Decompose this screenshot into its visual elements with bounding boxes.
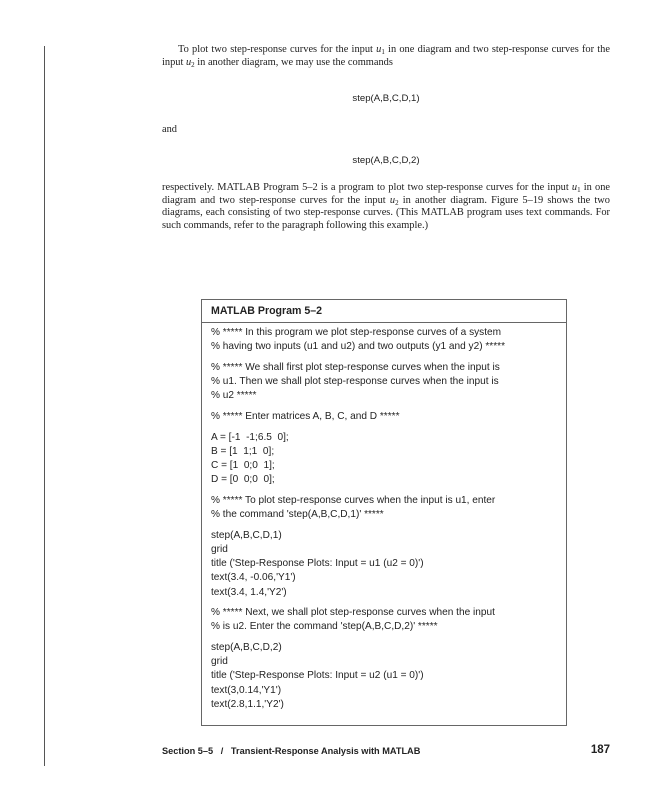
program-title: MATLAB Program 5–2 [202, 300, 566, 323]
code-line: A = [-1 -1;6.5 0]; [211, 431, 289, 443]
program-code [202, 323, 566, 712]
code-block [211, 326, 566, 354]
code-line: B = [1 1;1 0]; [211, 445, 275, 457]
page-number: 187 [590, 744, 610, 756]
code-line: % is u2. Enter the command 'step(A,B,C,D,2)' ***** [211, 621, 438, 633]
code-line: step(A,B,C,D,2) [211, 642, 282, 654]
code-line: % ***** Next, we shall plot step-response curves when the input [211, 607, 495, 619]
code-line: D = [0 0;0 0]; [211, 474, 275, 486]
code-line: text(3.4, 1.4,'Y2') [211, 586, 287, 598]
code-line: title ('Step-Response Plots: Input = u1 (u2 = 0)') [211, 558, 424, 570]
command-step-2: step(A,B,C,D,2) [352, 155, 420, 166]
description-paragraph: respectively. MATLAB Program 5–2 is a program to plot two step-response curves for the input $u_1$ in one diagram and two step-response curves for the input $u_2$ in another diagram. Figure 5–19 shows the two diagrams, each consisting of two step-response curves. (This MATLAB program uses text commands. For such commands, refer to the paragraph following this example.) [162, 182, 610, 231]
and-word: and [162, 124, 178, 135]
code-line: % ***** Enter matrices A, B, C, and D ***** [211, 410, 400, 422]
code-line: % the command 'step(A,B,C,D,1)' ***** [211, 509, 384, 521]
code-line: % having two inputs (u1 and u2) and two outputs (y1 and y2) ***** [211, 341, 506, 353]
code-line: text(3,0.14,'Y1') [211, 684, 282, 696]
code-line: C = [1 0;0 1]; [211, 460, 275, 471]
code-line: text(2.8,1.1,'Y2') [211, 698, 284, 710]
code-line: % u2 ***** [211, 390, 257, 402]
code-line: % ***** We shall first plot step-response curves when the input is [211, 361, 500, 373]
code-line: grid [211, 656, 228, 668]
footer-section-title: Section 5–5 / Transient-Response Analysis with MATLAB [162, 746, 421, 756]
code-line: % ***** To plot step-response curves when the input is u1, enter [211, 494, 496, 506]
code-line: % ***** In this program we plot step-response curves of a system [211, 327, 502, 338]
code-block [211, 410, 566, 424]
code-line: % u1. Then we shall plot step-response curves when the input is [211, 376, 499, 388]
page-footer [162, 744, 610, 760]
intro-paragraph: To plot two step-response curves for the input $u_1$ in one diagram and two step-response curves for the input $u_2$ in another diagram, we may use the commands [162, 44, 610, 69]
code-block [211, 606, 566, 634]
code-block [211, 431, 566, 488]
code-line: grid [211, 543, 228, 555]
code-block [211, 529, 566, 600]
matlab-program-box [201, 299, 567, 726]
margin-rule [44, 46, 45, 766]
code-block [211, 361, 566, 404]
code-block [211, 494, 566, 522]
code-line: step(A,B,C,D,1) [211, 529, 282, 541]
command-step-1: step(A,B,C,D,1) [352, 93, 420, 104]
code-line: title ('Step-Response Plots: Input = u2 (u1 = 0)') [211, 670, 424, 682]
code-block [211, 641, 566, 712]
code-line: text(3.4, -0.06,'Y1') [211, 572, 296, 584]
